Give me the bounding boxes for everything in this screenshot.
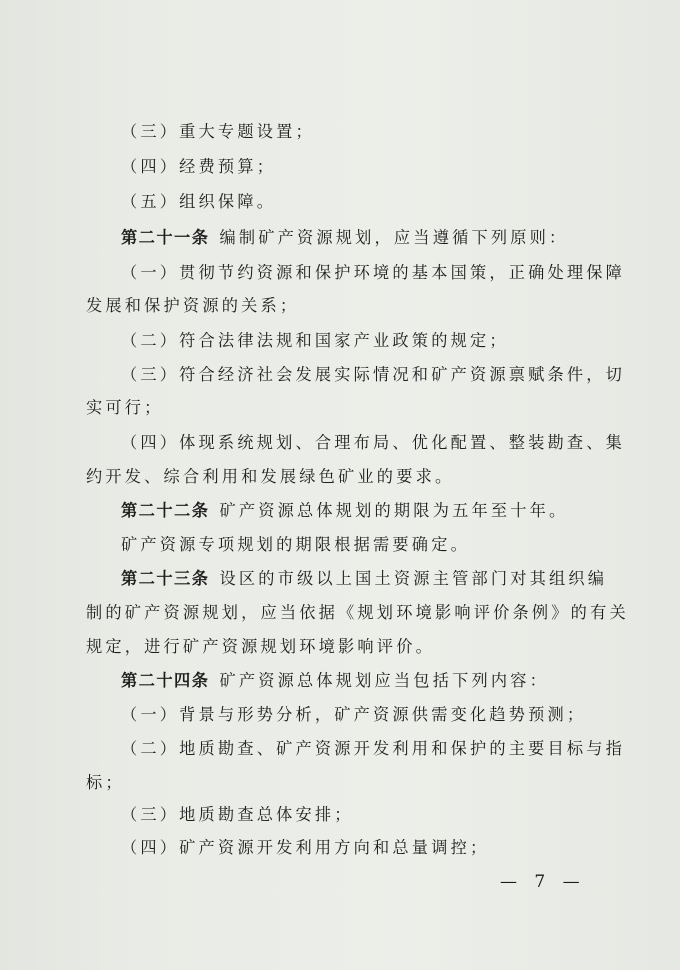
text-line: （一）背景与形势分析，矿产资源供需变化趋势预测； xyxy=(121,705,587,724)
text-line: （二）地质勘查、矿产资源开发利用和保护的主要目标与指 xyxy=(121,739,626,758)
article-line: 第二十二条 矿产资源总体规划的期限为五年至十年。 xyxy=(121,501,569,520)
text-line: （二）符合法律法规和国家产业政策的规定； xyxy=(121,331,509,350)
text-line: 约开发、综合利用和发展绿色矿业的要求。 xyxy=(86,467,455,486)
text-line: 规定，进行矿产资源规划环境影响评价。 xyxy=(86,637,435,656)
text-line: （一）贯彻节约资源和保护环境的基本国策，正确处理保障 xyxy=(121,263,626,282)
article-number: 第二十二条 xyxy=(121,501,210,520)
page-number: — 7 — xyxy=(500,872,586,892)
article-line: 第二十三条 设区的市级以上国土资源主管部门对其组织编 xyxy=(121,569,608,588)
text-line: 实可行； xyxy=(86,398,164,417)
text-line: （五）组织保障。 xyxy=(121,192,277,211)
text-line: 发展和保护资源的关系； xyxy=(86,296,300,315)
text-line: （四）矿产资源开发利用方向和总量调控； xyxy=(121,838,490,857)
article-line: 第二十四条 矿产资源总体规划应当包括下列内容： xyxy=(121,671,550,690)
article-number: 第二十三条 xyxy=(121,569,210,588)
text-line: （三）地质勘查总体安排； xyxy=(121,805,354,824)
text-line: 标； xyxy=(86,773,125,792)
text-line: 矿产资源专项规划的期限根据需要确定。 xyxy=(121,535,470,554)
text-line: （三）符合经济社会发展实际情况和矿产资源禀赋条件，切 xyxy=(121,365,626,384)
article-number: 第二十四条 xyxy=(121,671,210,690)
text-line: 制的矿产资源规划，应当依据《规划环境影响评价条例》的有关 xyxy=(86,603,629,622)
article-line: 第二十一条 编制矿产资源规划，应当遵循下列原则： xyxy=(121,228,569,247)
text-line: （四）体现系统规划、合理布局、优化配置、整装勘查、集 xyxy=(121,433,626,452)
text-line: （四）经费预算； xyxy=(121,157,277,176)
text-line: （三）重大专题设置； xyxy=(121,122,315,141)
article-number: 第二十一条 xyxy=(121,228,210,247)
